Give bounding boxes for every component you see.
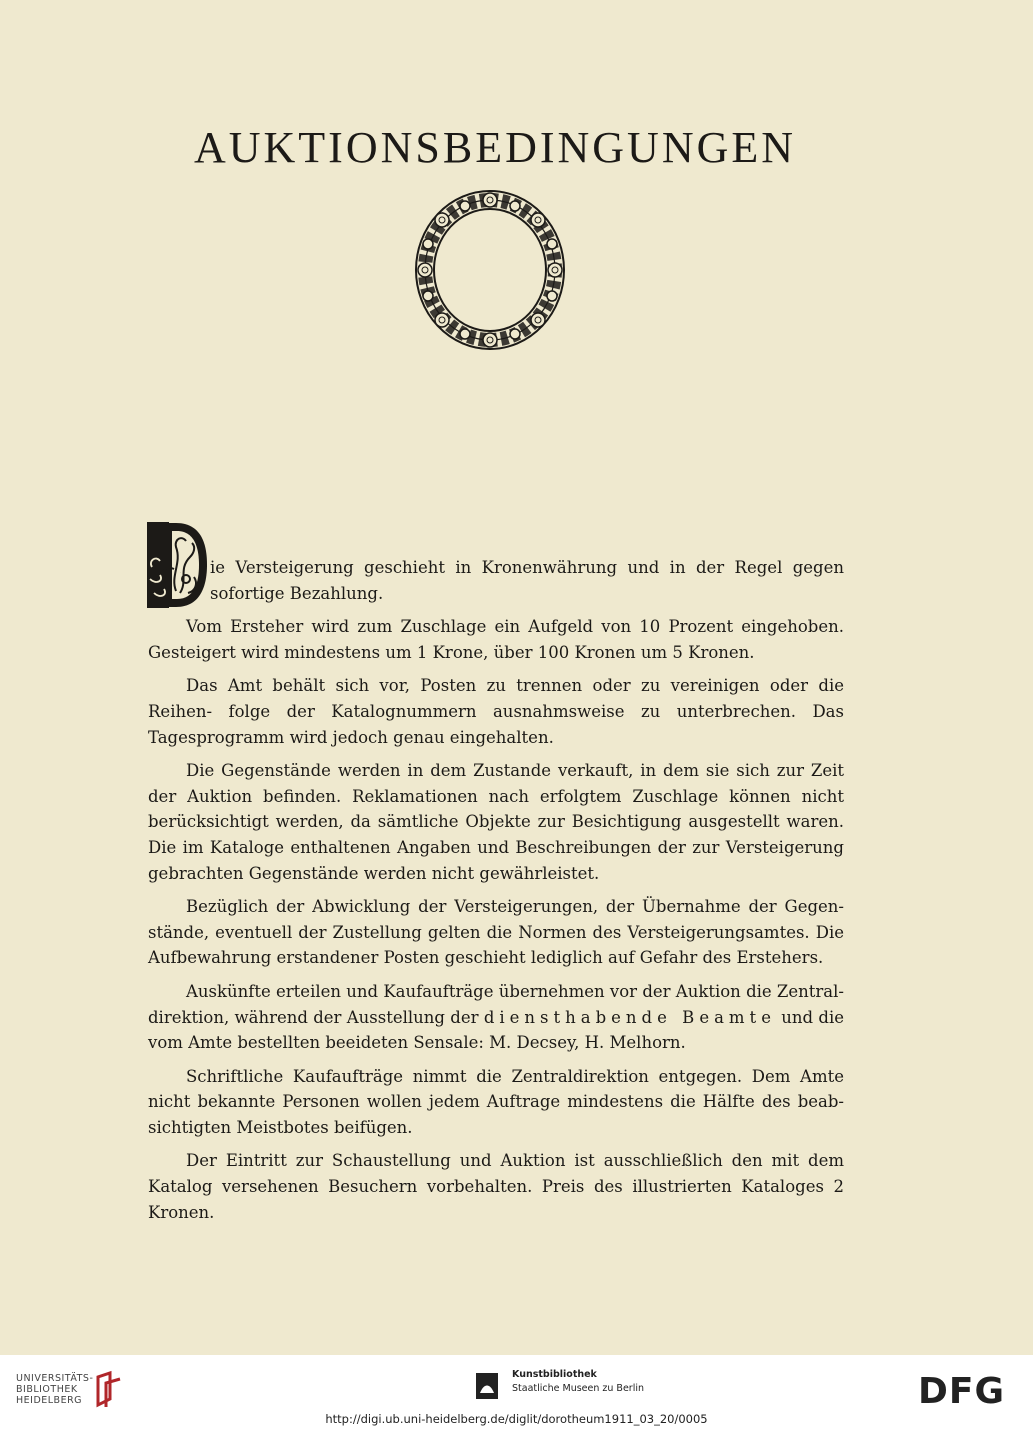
conditions-text [148,555,844,1233]
university-library-logo-text [16,1373,93,1406]
paragraph-6-part-1: Auskünfte erteilen und Kaufaufträge übernehmen vor der Auktion die Zentral- direktion, während der Ausstellung der [148,981,844,1027]
university-line-1: UNIVERSITÄTS- [16,1373,94,1384]
kunstbibliothek-text [512,1368,644,1396]
kunstbibliothek-name: Kunstbibliothek [512,1369,597,1380]
paragraph-3: Das Amt behält sich vor, Posten zu trennen oder zu vereinigen oder die Reihen- folge der Katalognummern ausnahmsweise zu unterbrechen. Das Tagesprogramm wird jedoch genau eingehalten. [148,676,844,747]
page-title: AUKTIONSBEDINGUNGEN [193,123,797,172]
paragraph-4: Die Gegenstände werden in dem Zustande verkauft, in dem sie sich zur Zeit der Auktion befinden. Reklamationen nach erfolgtem Zuschlage können nicht berücksichtigt werden, da sämtliche Objekte zur Besichtigung ausgestellt waren. Die im Kataloge enthaltenen Angaben und Beschreibungen der zur Versteigerung gebrachten Gegenstände werden nicht gewährleistet. [148,761,844,883]
paragraph-6 [148,979,844,1056]
footer-bar [0,1355,1033,1429]
university-line-2: BIBLIOTHEK [16,1384,78,1395]
paragraph-5: Bezüglich der Abwicklung der Versteigerungen, der Übernahme der Gegen- stände, eventuell der Zustellung gelten die Normen des Versteigerungsamtes. Die Aufbewahrung erstandener Posten geschieht lediglich auf Gefahr des Erstehers. [148,897,844,968]
paragraph-6-spaced: diensthabende Beamte [483,1007,776,1027]
paragraph-1: ie Versteigerung geschieht in Kronenwährung und in der Regel gegen sofortige Bezahlung. [210,558,844,603]
university-logo-icon [94,1369,124,1409]
paragraph-8: Der Eintritt zur Schaustellung und Auktion ist ausschließlich den mit dem Katalog versehenen Besuchern vorbehalten. Preis des illustrierten Kataloges 2 Kronen. [148,1151,844,1222]
source-url[interactable]: http://digi.ub.uni-heidelberg.de/diglit/dorotheum1911_03_20/0005 [325,1412,708,1426]
kunstbibliothek-subtitle: Staatliche Museen zu Berlin [512,1383,645,1394]
svg-text:D: D [180,573,181,574]
dfg-logo: DFG [918,1371,1006,1412]
kunstbibliothek-logo-icon [476,1373,498,1399]
university-line-3: HEIDELBERG [16,1395,83,1406]
wreath-ornament [410,186,570,354]
paragraph-2: Vom Ersteher wird zum Zuschlage ein Aufgeld von 10 Prozent eingehoben. Gesteigert wird mindestens um 1 Krone, über 100 Kronen um 5 Kronen. [148,617,844,662]
paragraph-7: Schriftliche Kaufaufträge nimmt die Zentraldirektion entgegen. Dem Amte nicht bekannte Personen wollen jedem Auftrage mindestens die Hälfte des beab- sichtigten Meistbotes beifügen. [148,1066,844,1137]
paragraph-6-part-2: und die vom Amte bestellten beeideten Sensale: M. Decsey, H. Melhorn. [148,1007,844,1053]
